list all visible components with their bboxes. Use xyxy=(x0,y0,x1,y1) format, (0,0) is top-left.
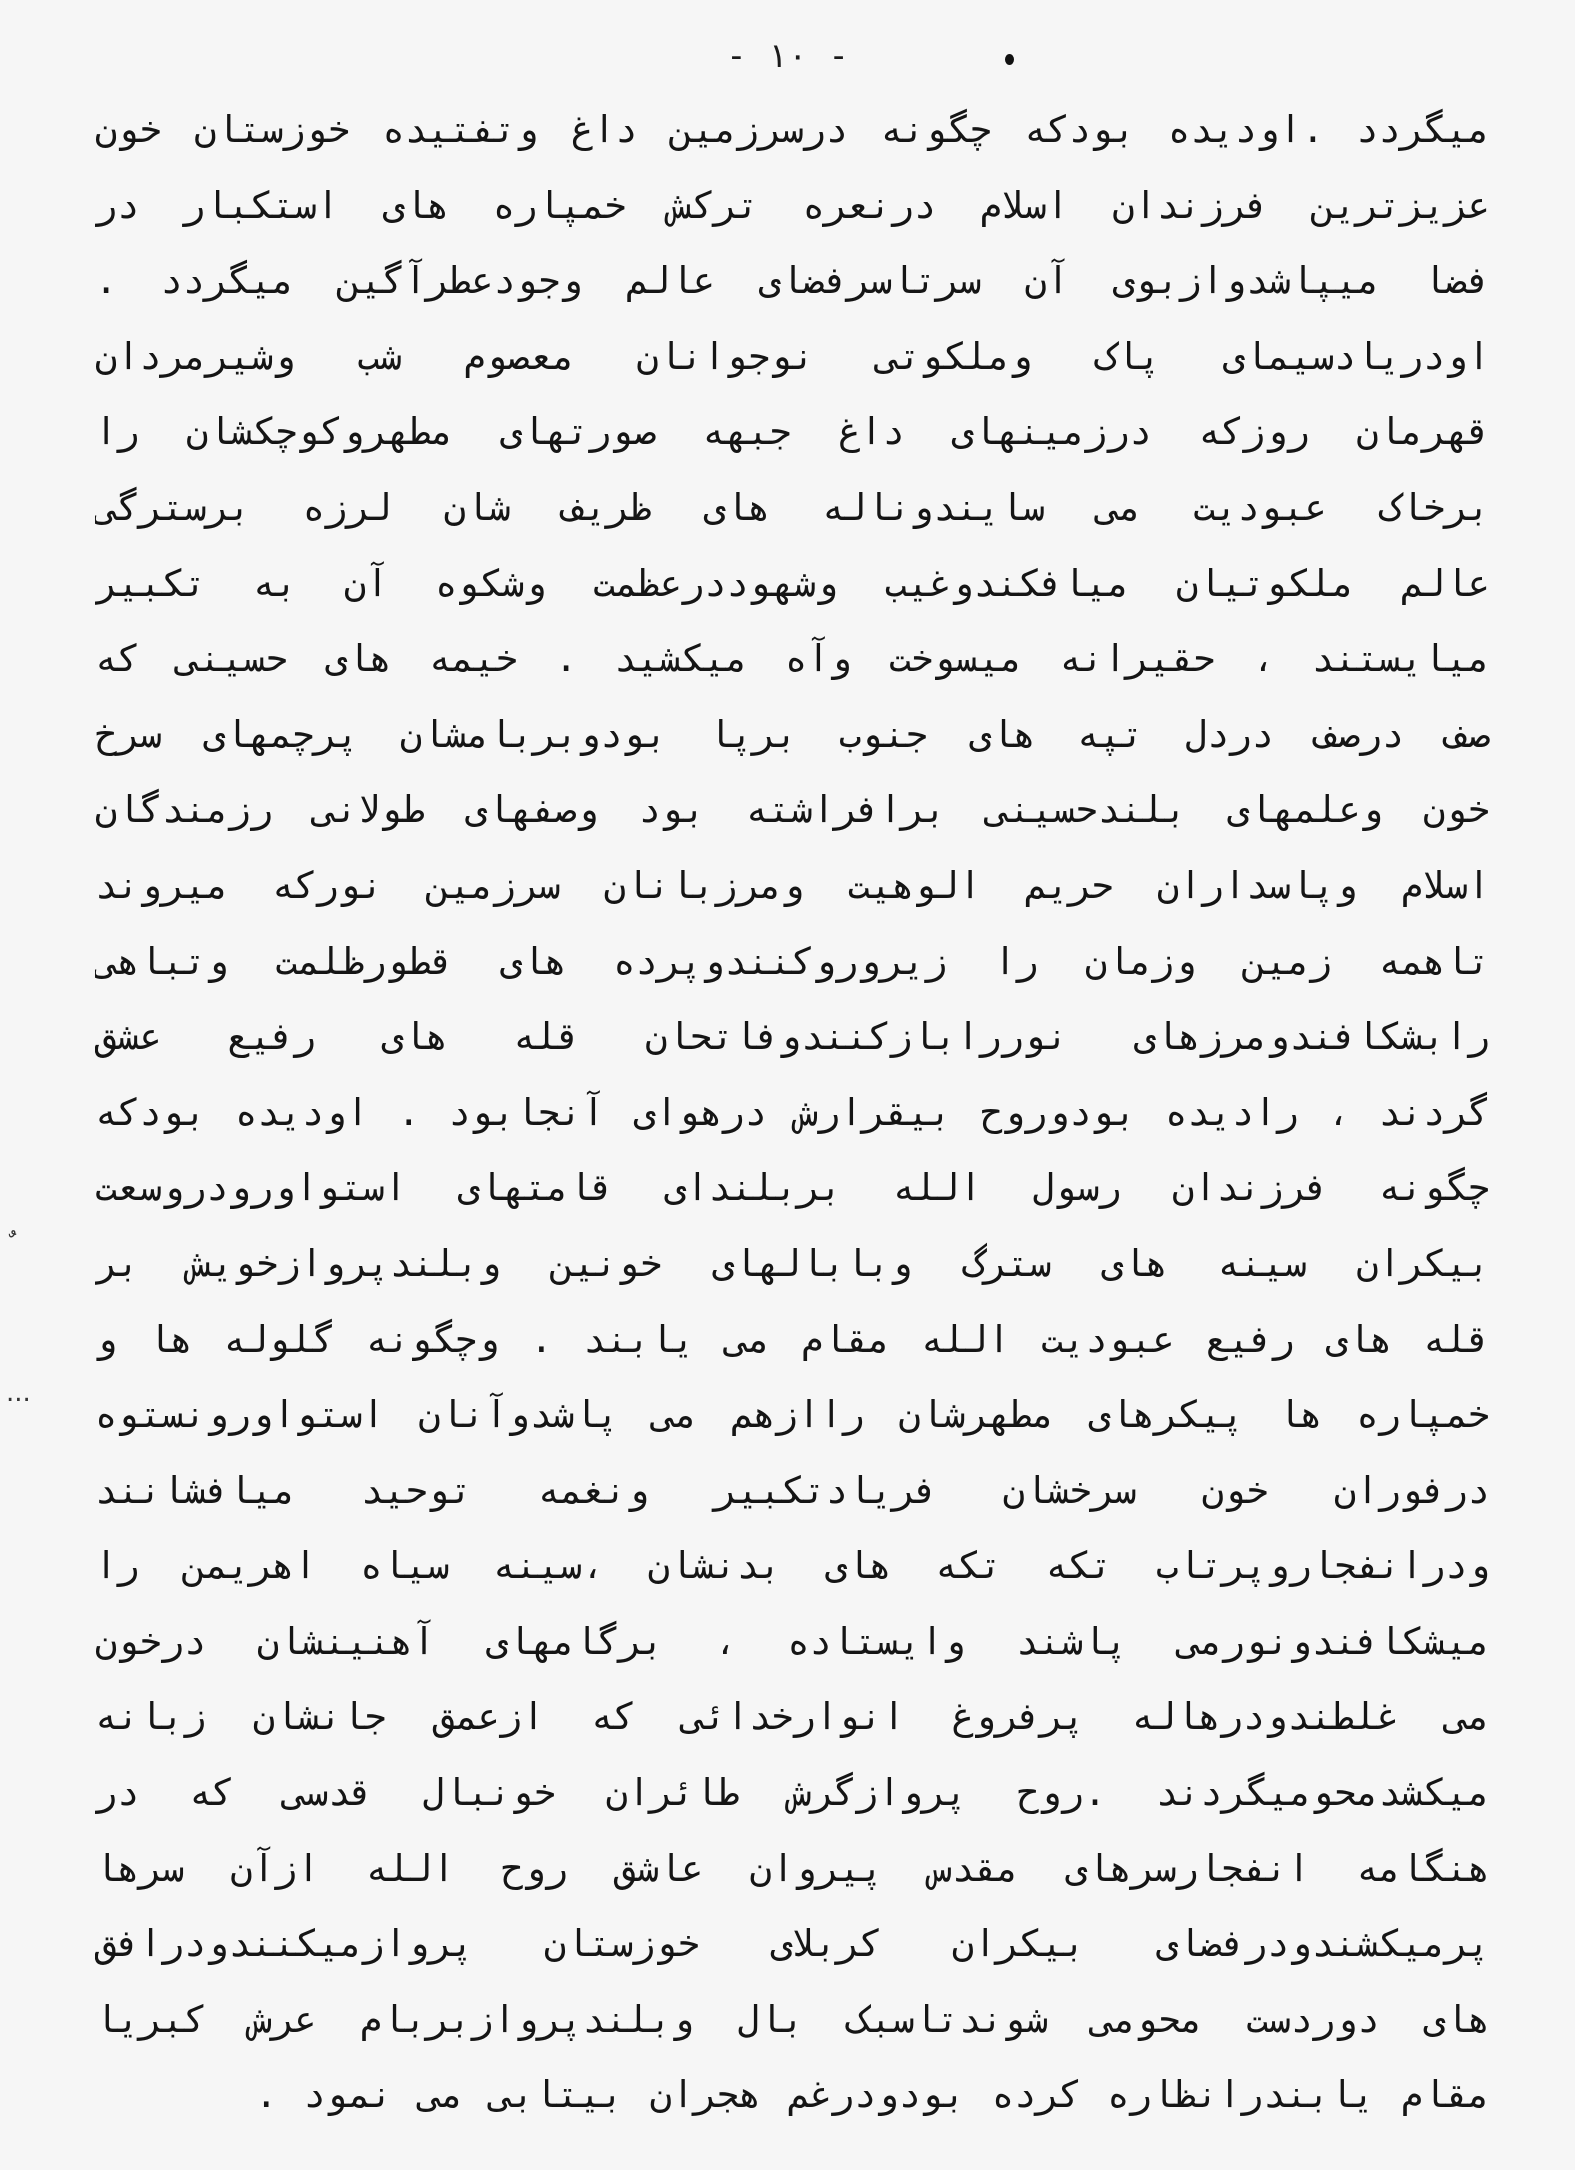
text-line: مقام یابندرانظاره کرده بودودرغم هجران بیتابی می نمود . xyxy=(255,2073,1490,2117)
text-line: میایستند ، حقیرانه میسوخت وآه میکشید . خیمه های حسینی که xyxy=(95,637,1490,681)
text-line: می غلطندودرهاله پرفروغ انوارخدائی که ازعمق جانشان زبانه xyxy=(95,1695,1490,1739)
text-line: درفوران خون سرخشان فریادتکبیر ونغمه توحید میافشانند xyxy=(95,1468,1490,1512)
text-line: عالم ملکوتیان میافکندوغیب وشهوددرعظمت وشکوه آن به تکبیر xyxy=(95,561,1490,605)
text-line: چگونه فرزندان رسول الله بربلندای قامتهای استواورودروسعت xyxy=(95,1166,1490,1210)
ink-spot xyxy=(1005,54,1014,65)
text-line: صف درصف دردل تپه های جنوب برپا بودوبربامشان پرچمهای سرخ xyxy=(95,712,1490,756)
text-line: اودریادسیمای پاک وملکوتی نوجوانان معصوم شب وشیرمردان xyxy=(95,334,1490,378)
text-line: ودرانفجاروپرتاب تکه تکه های بدنشان ،سینه سیاه اهریمن را xyxy=(95,1544,1490,1588)
text-line: های دوردست محومی شوندتاسبک بال وبلندپروازبربام عرش کبریا xyxy=(95,1997,1490,2041)
page-number: - ۱۰ - xyxy=(726,36,849,76)
text-line: فضا میپاشدوازبوی آن سرتاسرفضای عالم وجودعطرآگین میگردد . xyxy=(95,259,1490,303)
text-line: اسلام وپاسداران حریم الوهیت ومرزبانان سرزمین نورکه میروند xyxy=(95,863,1490,907)
text-line: گردند ، رادیده بودوروح بیقرارش درهوای آنجابود . اودیده بودکه xyxy=(95,1090,1490,1134)
text-line: میکشدمحومیگردند .روح پروازگرش طائران خونبال قدسی که در xyxy=(95,1771,1490,1815)
text-line: قله های رفیع عبودیت الله مقام می یابند . وچگونه گلوله ها و xyxy=(95,1317,1490,1361)
text-line: تاهمه زمین وزمان را زیروروکنندوپرده های قطورظلمت وتباهی xyxy=(95,939,1490,983)
text-line: خمپاره ها پیکرهای مطهرشان راازهم می پاشدوآنان استواورونستوه xyxy=(95,1393,1490,1437)
margin-mark: ... xyxy=(6,1378,31,1408)
text-line: هنگامه انفجارسرهای مقدس پیروان عاشق روح الله ازآن سرها xyxy=(95,1846,1490,1890)
body-text xyxy=(95,92,1490,2133)
text-line: برخاک عبودیت می سایندوناله های ظریف شان لرزه برسترگی xyxy=(95,485,1490,529)
text-line: خون وعلمهای بلندحسینی برافراشته بود وصفهای طولانی رزمندگان xyxy=(95,788,1490,832)
text-line: عزیزترین فرزندان اسلام درنعره ترکش خمپاره های استکبار در xyxy=(95,183,1490,227)
text-line: قهرمان روزکه درزمینهای داغ جبهه صورتهای مطهروکوچکشان را xyxy=(95,410,1490,454)
text-line: پرمیکشندودرفضای بیکران کربلای خوزستان پروازمیکنندودرافق xyxy=(95,1922,1490,1966)
text-line: میشکافندونورمی پاشند وایستاده ، برگامهای آهنینشان درخون xyxy=(95,1619,1490,1663)
text-line: رابشکافندومرزهای نوررابازکنندوفاتحان قله های رفیع عشق xyxy=(95,1015,1490,1059)
text-line: بیکران سینه های سترگ وبابالهای خونین وبلندپروازخویش بر xyxy=(95,1241,1490,1285)
text-line: میگردد .اودیده بودکه چگونه درسرزمین داغ وتفتیده خوزستان خون xyxy=(95,108,1490,151)
